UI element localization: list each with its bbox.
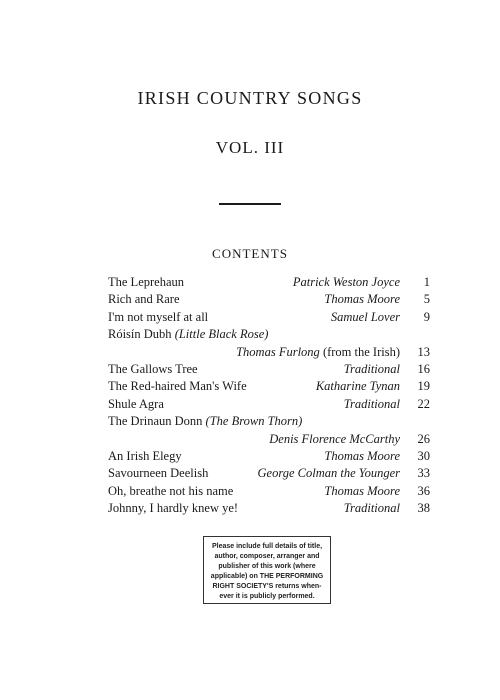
song-author: Traditional xyxy=(343,361,400,376)
page-number: 38 xyxy=(417,501,430,516)
page-number: 1 xyxy=(423,275,430,289)
song-title: Savourneen Deelish xyxy=(108,466,209,481)
divider-rule xyxy=(219,203,281,205)
notice-line: RIGHT SOCIETY'S returns when- xyxy=(212,583,322,590)
song-title: The Drinaun Donn xyxy=(108,414,206,429)
page-number: 36 xyxy=(417,483,430,498)
song-title: Shule Agra xyxy=(108,396,164,411)
toc-entry xyxy=(108,274,430,291)
page-number: 33 xyxy=(417,466,430,481)
toc-entry xyxy=(108,396,430,413)
page-number: 5 xyxy=(423,292,430,307)
toc-entry xyxy=(108,465,430,482)
toc-entry xyxy=(108,309,430,326)
song-title: The Gallows Tree xyxy=(108,361,198,376)
toc-entry xyxy=(108,413,430,448)
volume-label: VOL. III xyxy=(215,138,285,157)
song-author: Patrick Weston Joyce xyxy=(292,275,400,289)
song-subtitle: (The Brown Thorn) xyxy=(205,414,303,429)
contents-heading: CONTENTS xyxy=(212,246,288,261)
song-title-line xyxy=(108,413,302,430)
song-title: Johnny, I hardly knew ye! xyxy=(108,501,239,516)
song-title: Oh, breathe not his name xyxy=(108,483,234,498)
page-number: 30 xyxy=(417,448,430,463)
song-author: Traditional xyxy=(343,501,400,516)
song-author: Thomas Moore xyxy=(324,448,400,463)
song-title-line xyxy=(108,326,268,343)
song-title: An Irish Elegy xyxy=(108,448,182,463)
toc-entry xyxy=(108,448,430,465)
song-author-line xyxy=(236,344,400,361)
song-title: Rich and Rare xyxy=(108,292,180,307)
song-title: The Leprehaun xyxy=(108,275,185,289)
song-subtitle: (Little Black Rose) xyxy=(174,327,269,342)
notice-line: applicable) on THE PERFORMING xyxy=(210,573,324,580)
table-of-contents xyxy=(108,274,430,517)
toc-entry xyxy=(108,291,430,308)
toc-entry xyxy=(108,500,430,517)
performing-rights-notice xyxy=(203,536,331,604)
song-author: Katharine Tynan xyxy=(315,379,400,394)
notice-line: publisher of this work (where xyxy=(218,563,316,570)
song-title: I'm not myself at all xyxy=(108,309,209,324)
toc-entry xyxy=(108,326,430,361)
page-number: 13 xyxy=(417,344,430,359)
toc-entry xyxy=(108,361,430,378)
song-author: Traditional xyxy=(343,396,400,411)
song-title: Róisín Dubh xyxy=(108,327,175,342)
song-author: Thomas Furlong xyxy=(236,344,320,359)
toc-entry xyxy=(108,483,430,500)
toc-entry xyxy=(108,378,430,395)
notice-line: ever it is publicly performed. xyxy=(219,593,315,600)
page-number: 19 xyxy=(417,379,430,394)
notice-line: author, composer, arranger and xyxy=(214,553,320,560)
song-author: George Colman the Younger xyxy=(257,466,400,481)
page-number: 9 xyxy=(423,309,430,324)
song-author: Thomas Moore xyxy=(324,483,400,498)
page-number: 26 xyxy=(417,431,430,446)
song-title: The Red-haired Man's Wife xyxy=(108,379,247,394)
song-author: Samuel Lover xyxy=(330,309,400,324)
page-title: IRISH COUNTRY SONGS xyxy=(137,88,363,108)
song-author: Thomas Moore xyxy=(324,292,400,307)
notice-line: Please include full details of title, xyxy=(211,543,323,550)
author-note: (from the Irish) xyxy=(319,344,400,359)
page-number: 22 xyxy=(417,396,430,411)
page-number: 16 xyxy=(417,361,430,376)
song-author: Denis Florence McCarthy xyxy=(269,431,400,446)
